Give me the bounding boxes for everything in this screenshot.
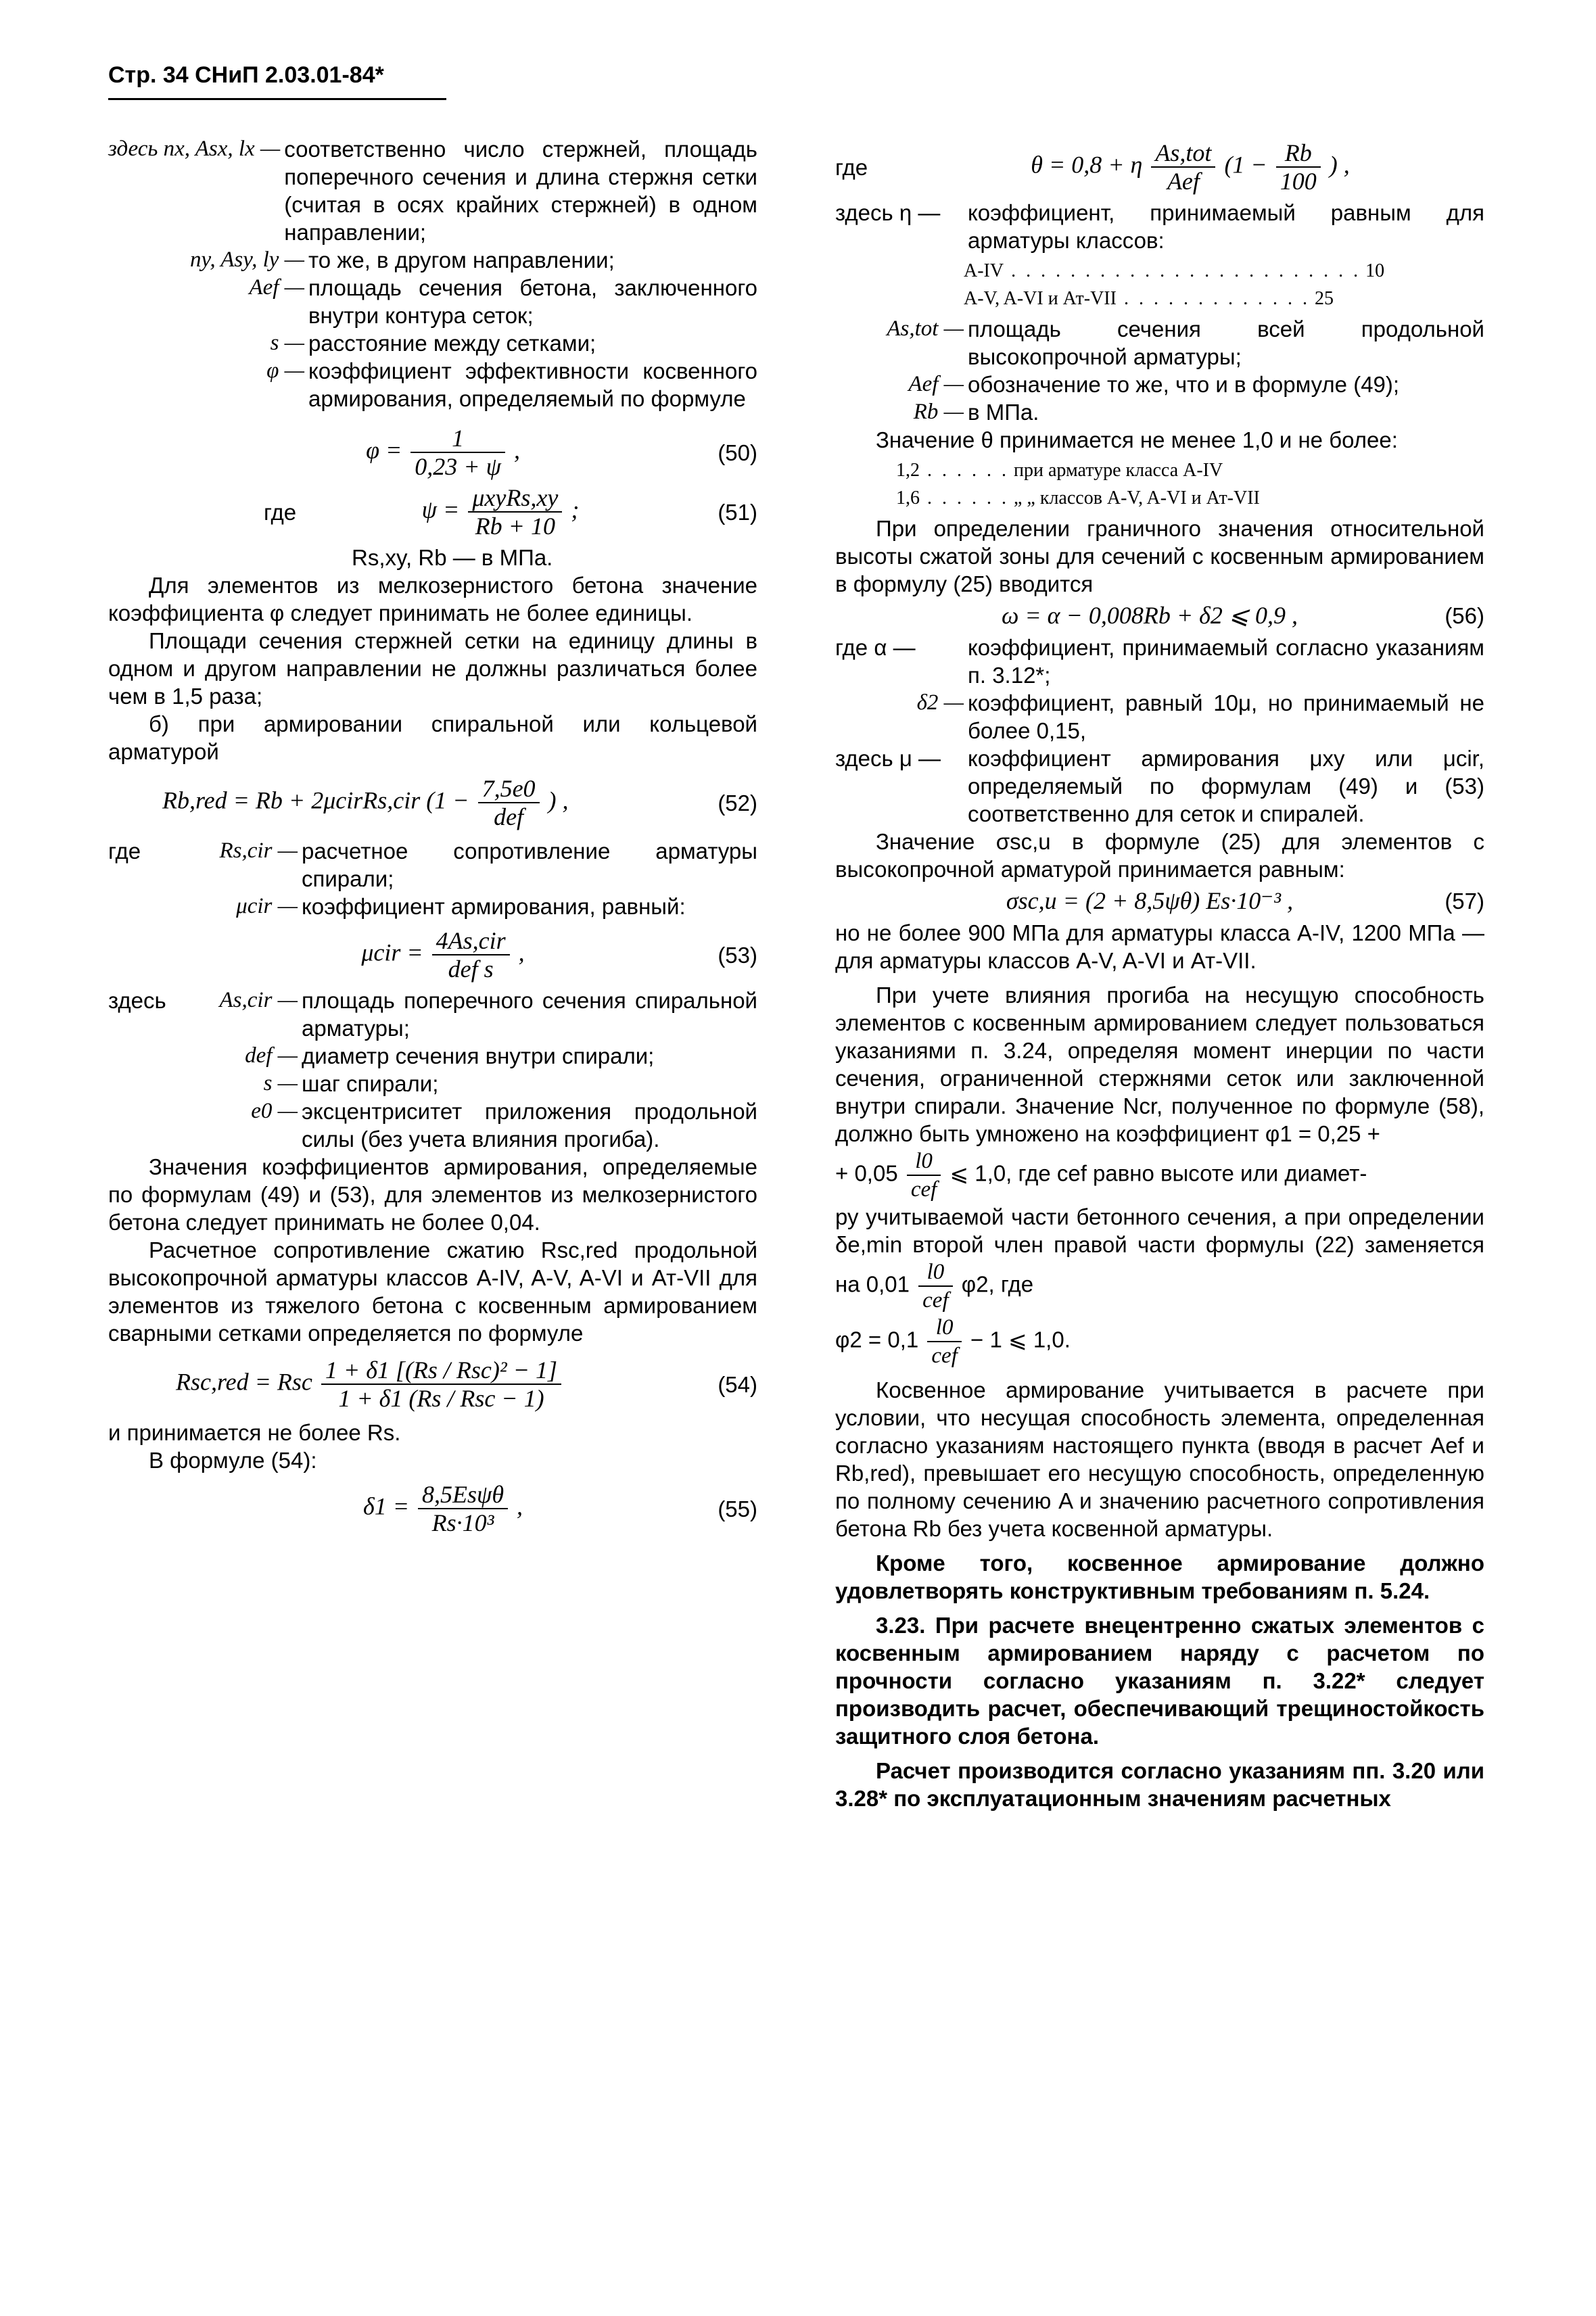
eta-row1-dots: . . . . . . . . . . . . . . . . . . . . . . . .	[1004, 260, 1361, 281]
here-3: здесь	[108, 988, 166, 1013]
def-mu-term: здесь μ —	[835, 746, 941, 771]
def-phi	[108, 357, 757, 412]
def-rscir-term: Rs,cir —	[219, 838, 298, 863]
paragraph-2: Площади сечения стержней сетки на единицу длины в одном и другом направлении не должны различаться более чем в 1,5 раза;	[108, 628, 757, 709]
p12-num: l0	[918, 1258, 952, 1287]
eq50-lhs: φ =	[366, 436, 402, 464]
def-nx-text: соответственно число стержней, площадь поперечного сечения и длина стержня сетки (считая в осях крайних стержней) в одном направлении;	[284, 137, 757, 245]
equation-50	[108, 425, 757, 480]
paragraph-14: Кроме того, косвенное армирование должно удовлетворять конструктивным требованиям п. 5.24.	[835, 1551, 1484, 1603]
header-rule	[108, 98, 446, 100]
eq52-num: 7,5e0	[478, 775, 540, 803]
paragraph-9: Значение σsc,u в формуле (25) для элементов с высокопрочной арматурой принимается равным:	[835, 829, 1484, 882]
def-rb	[835, 398, 1484, 426]
paragraph-12	[835, 1203, 1484, 1314]
eta-row-2	[964, 285, 1484, 312]
def-aef2	[835, 371, 1484, 398]
def-phi-term: φ —	[266, 358, 304, 383]
eq57-number: (57)	[1445, 889, 1484, 914]
eq52-lhs: Rb,red = Rb + 2μcirRs,cir (1 −	[162, 786, 469, 814]
p12c-part-a: φ2 = 0,1	[835, 1327, 919, 1352]
def-s-text: расстояние между сетками;	[308, 331, 596, 356]
def-eta	[835, 199, 1484, 254]
def-delta2	[835, 689, 1484, 745]
eq51-where: где	[264, 499, 297, 525]
eq53-lhs: μcir =	[361, 939, 423, 966]
paragraph-15	[835, 1611, 1484, 1750]
def-def-text: диаметр сечения внутри спирали;	[302, 1043, 655, 1068]
eq50-number: (50)	[718, 440, 757, 465]
eq53-number: (53)	[718, 942, 757, 968]
eq53-den: def s	[448, 955, 494, 983]
paragraph-theta: Значение θ принимается не менее 1,0 и не более:	[876, 427, 1398, 452]
def-eta-term: здесь η —	[835, 200, 941, 225]
p12c-den: cef	[931, 1344, 958, 1368]
eq55-num: 8,5Esψθ	[418, 1481, 508, 1509]
left-column	[108, 135, 757, 1540]
eq53-num: 4As,cir	[432, 927, 510, 955]
def-mu-text: коэффициент армирования μxy или μcir, определяемый по формулам (49) и (53) соответственно для сеток и спиралей.	[968, 746, 1484, 826]
p11b-part-b: ⩽ 1,0, где cef равно высоте или диамет-	[949, 1160, 1367, 1186]
theta-table	[896, 456, 1484, 512]
def-alpha-text: коэффициент, принимаемый согласно указаниям п. 3.12*;	[968, 635, 1484, 688]
def-ny-term: ny, Asy, ly —	[190, 247, 304, 272]
def-aef2-text: обозначение то же, что и в формуле (49);	[968, 372, 1400, 397]
def-astot	[835, 315, 1484, 371]
def-rb-term: Rb —	[913, 400, 964, 424]
eq52-den: def	[494, 803, 524, 830]
paragraph-4: Значения коэффициентов армирования, определяемые по формулам (49) и (53), для элементов из мелкозернистого бетона следует принимать не более 0,04.	[108, 1154, 757, 1235]
def-ascir	[108, 987, 757, 1042]
def-ny	[108, 246, 757, 274]
p12-part-a: ру учитываемой части бетонного сечения, а при определении δe,min второй член правой части формулы (22) заменяется на 0,01	[835, 1204, 1484, 1297]
theta-tail: ) ,	[1329, 151, 1350, 179]
def-s2-term: s —	[263, 1071, 298, 1095]
paragraph-3: б) при армировании спиральной или кольцевой арматурой	[108, 711, 757, 764]
eq52-number: (52)	[718, 790, 757, 816]
paragraph-16: Расчет производится согласно указаниям пп. 3.20 или 3.28* по эксплуатационным значениям расчетных	[835, 1758, 1484, 1811]
paragraph-8: При определении граничного значения относительной высоты сжатой зоны для сечений с косвенным армированием в формулу (25) вводится	[835, 516, 1484, 596]
def-def	[108, 1042, 757, 1070]
eq54-number: (54)	[718, 1371, 757, 1397]
page-header: Стр. 34 СНиП 2.03.01-84*	[108, 62, 384, 88]
p12c-part-b: − 1 ⩽ 1,0.	[970, 1327, 1071, 1352]
def-delta2-term: δ2 —	[916, 690, 964, 715]
def-delta2-text: коэффициент, равный 10μ, но принимаемый не более 0,15,	[968, 690, 1484, 743]
def-s2	[108, 1070, 757, 1097]
p11b-part-a: + 0,05	[835, 1160, 898, 1186]
eta-row1-value: 10	[1365, 260, 1385, 281]
paragraph-12c	[835, 1314, 1484, 1369]
eq51-den: Rb + 10	[475, 513, 555, 540]
eta-row2-label: A-V, A-VI и Ат-VII	[964, 288, 1117, 309]
right-column	[835, 135, 1484, 1812]
theta-row-2	[896, 484, 1484, 512]
def-rb-text: в МПа.	[968, 400, 1039, 425]
theta-num2: Rb	[1276, 139, 1321, 168]
theta-num: As,tot	[1151, 139, 1215, 168]
def-def-term: def —	[245, 1043, 298, 1068]
eta-row2-dots: . . . . . . . . . . . . .	[1116, 288, 1310, 309]
p12-part-b: φ2, где	[961, 1271, 1034, 1297]
def-ny-text: то же, в другом направлении;	[308, 247, 615, 273]
theta-lhs: θ = 0,8 + η	[1031, 151, 1143, 179]
eq54-lhs: Rsc,red = Rsc	[176, 1368, 312, 1396]
theta-row2-value: 1,6	[896, 488, 920, 509]
def-e0-term: e0 —	[251, 1099, 298, 1123]
eq51-tail: ;	[571, 496, 580, 523]
def-ascir-term: As,cir —	[219, 988, 298, 1012]
def-ascir-text: площадь поперечного сечения спиральной арматуры;	[302, 988, 757, 1041]
def-e0-text: эксцентриситет приложения продольной силы (без учета влияния прогиба).	[302, 1099, 757, 1152]
p11b-num: l0	[907, 1148, 941, 1176]
eq55-lhs: δ1 =	[362, 1492, 409, 1520]
def-alpha-term: где α —	[835, 635, 916, 660]
equation-56	[835, 602, 1484, 630]
eq56-formula: ω = α − 0,008Rb + δ2 ⩽ 0,9 ,	[1001, 602, 1298, 629]
p12c-num: l0	[927, 1314, 961, 1342]
eq55-den: Rs·10³	[431, 1509, 494, 1536]
def-s-term: s —	[270, 331, 304, 355]
eq55-tail: ,	[517, 1492, 523, 1520]
def-s	[108, 329, 757, 357]
eq51-num: μxyRs,xy	[468, 484, 562, 513]
equation-55	[108, 1481, 757, 1536]
paragraph-13: Косвенное армирование учитывается в расчете при условии, что несущая способность элемента, определенная согласно указаниям настоящего пункта (вводя в расчет Aef и Rb,red), превышает его несущую способность, определенную по полному сечению A и значению расчетного сопротивления бетона Rb без учета косвенной арматуры.	[835, 1377, 1484, 1541]
equation-54	[108, 1356, 757, 1412]
eq57-formula: σsc,u = (2 + 8,5ψθ) Es·10⁻³ ,	[1006, 887, 1294, 914]
eq54-num: 1 + δ1 [(Rs / Rsc)² − 1]	[321, 1356, 561, 1385]
eq50-num: 1	[410, 425, 505, 453]
def-phi-text: коэффициент эффективности косвенного армирования, определяемый по формуле	[308, 358, 757, 411]
def-aef	[108, 274, 757, 329]
equation-51	[108, 484, 757, 540]
paragraph-6: и принимается не более Rs.	[108, 1420, 401, 1445]
eq54-den: 1 + δ1 (Rs / Rsc − 1)	[338, 1385, 544, 1412]
p15-text: . При расчете внецентренно сжатых элементов с косвенным армированием наряду с расчетом по прочности согласно указаниям п. 3.22* следует производить расчет, обеспечивающий трещиностойкость защитного слоя бетона.	[835, 1613, 1484, 1749]
def-alpha	[835, 634, 1484, 689]
eq52-tail: ) ,	[548, 786, 569, 814]
eq51-number: (51)	[718, 499, 757, 525]
paragraph-1: Для элементов из мелкозернистого бетона значение коэффициента φ следует принимать не более единицы.	[108, 573, 757, 625]
def-aef-term: Aef —	[249, 275, 304, 300]
theta-den2: 100	[1280, 168, 1317, 195]
def-mu	[835, 745, 1484, 828]
where-2: где	[108, 838, 141, 864]
eta-table	[964, 257, 1484, 312]
eta-row2-value: 25	[1314, 288, 1334, 309]
theta-mid: (1 −	[1224, 151, 1267, 179]
def-eta-text: коэффициент, принимаемый равным для арматуры классов:	[968, 200, 1484, 253]
equation-52	[108, 775, 757, 830]
def-mucir-term: μcir —	[236, 894, 298, 918]
paragraph-7: В формуле (54):	[149, 1448, 317, 1473]
p11b-den: cef	[910, 1177, 937, 1202]
eta-row1-label: A-IV	[964, 260, 1004, 281]
def-s2-text: шаг спирали;	[302, 1071, 439, 1096]
def-rscir	[108, 837, 757, 893]
section-number-3-23: 3.23	[876, 1613, 920, 1638]
where-theta: где	[835, 154, 868, 180]
paragraph-10: но не более 900 МПа для арматуры класса A-IV, 1200 МПа — для арматуры классов A-V, A-VI и Ат-VII.	[835, 920, 1484, 973]
eq55-number: (55)	[718, 1496, 757, 1521]
eq53-tail: ,	[518, 939, 525, 966]
def-astot-term: As,tot —	[887, 316, 964, 341]
def-aef2-term: Aef —	[908, 372, 964, 396]
def-nx-term: здесь nx, Asx, lx —	[108, 137, 281, 161]
paragraph-5: Расчетное сопротивление сжатию Rsc,red продольной высокопрочной арматуры классов A-IV, A-V, A-VI и Ат-VII для элементов из тяжелого бетона с косвенным армированием сварными сетками определяется по формуле	[108, 1237, 757, 1346]
eq50-den: 0,23 + ψ	[415, 453, 501, 480]
equation-theta	[835, 139, 1484, 195]
eq51-lhs: ψ =	[421, 496, 460, 523]
paragraph-11: При учете влияния прогиба на несущую способность элементов с косвенным армированием следует пользоваться указаниями п. 3.24, определяя момент инерции по части сечения, ограниченной стержнями сеток или заключенной внутри спирали. Значение Ncr, полученное по формуле (58), должно быть умножено на коэффициент φ1 = 0,25 +	[835, 983, 1484, 1146]
def-rscir-text: расчетное сопротивление арматуры спирали;	[302, 838, 757, 891]
def-mucir-text: коэффициент армирования, равный:	[302, 894, 686, 919]
theta-row1-value: 1,2	[896, 460, 920, 481]
theta-row1-dots: . . . . . .	[920, 460, 1009, 481]
theta-row2-dots: . . . . . .	[920, 488, 1009, 509]
theta-den: Aef	[1167, 168, 1200, 195]
eta-row-1	[964, 257, 1484, 285]
def-mucir	[108, 893, 757, 920]
eq50-tail: ,	[513, 436, 520, 464]
def-aef-text: площадь сечения бетона, заключенного внутри контура сеток;	[308, 275, 757, 328]
equation-53	[108, 927, 757, 983]
theta-row1-text: при арматуре класса A-IV	[1014, 460, 1223, 481]
def-nx	[108, 135, 757, 246]
units-line: Rs,xy, Rb — в МПа.	[352, 545, 553, 570]
def-e0	[108, 1097, 757, 1153]
theta-row2-text: „ „ классов A-V, A-VI и Ат-VII	[1014, 488, 1260, 509]
equation-57	[835, 887, 1484, 915]
def-astot-text: площадь сечения всей продольной высокопрочной арматуры;	[968, 316, 1484, 369]
eq56-number: (56)	[1445, 603, 1484, 628]
theta-row-1	[896, 456, 1484, 484]
p12-den: cef	[922, 1288, 949, 1313]
paragraph-11b	[835, 1148, 1484, 1203]
